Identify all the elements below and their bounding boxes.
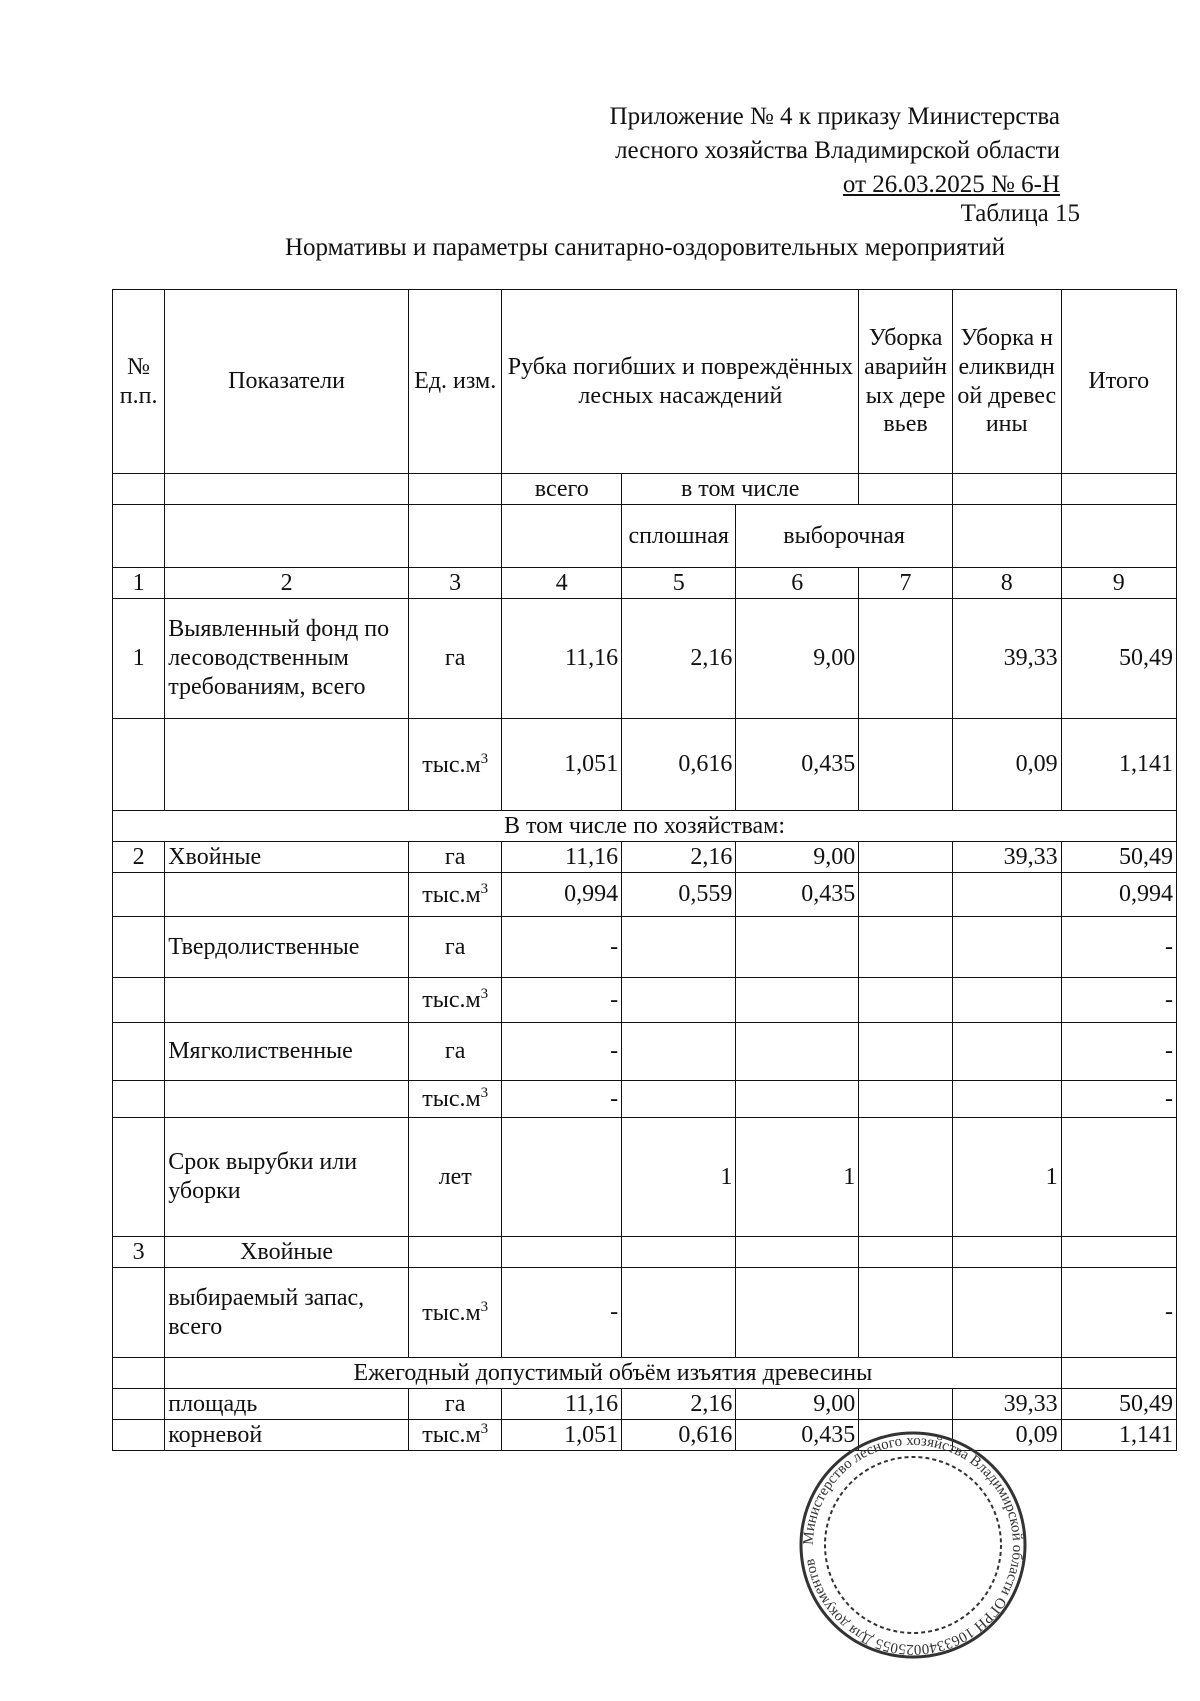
indicator-name: Хвойные — [165, 1237, 409, 1268]
unit-cell — [408, 842, 502, 873]
value-cell — [859, 978, 953, 1023]
header-unit: Ед. изм. — [408, 290, 502, 474]
unit-label: га — [444, 1390, 466, 1417]
unit-cell — [408, 978, 502, 1023]
table-cell — [113, 1358, 165, 1389]
unit-exponent: 3 — [480, 1298, 489, 1315]
row-number — [113, 1118, 165, 1237]
value-cell — [736, 1023, 859, 1081]
value-cell — [502, 1118, 622, 1237]
value-cell: - — [1061, 1023, 1176, 1081]
indicator-name: Мягколиственные — [165, 1023, 409, 1081]
unit-cell — [408, 873, 502, 917]
value-cell: 50,49 — [1061, 842, 1176, 873]
column-number: 1 — [113, 568, 165, 599]
table-row — [113, 1081, 1177, 1118]
value-cell — [952, 1023, 1061, 1081]
unit-label: тыс.м — [422, 987, 481, 1014]
stamp-inner-ring — [825, 1457, 1001, 1633]
value-cell — [859, 1268, 953, 1358]
value-cell: - — [1061, 1268, 1176, 1358]
row-number — [113, 1023, 165, 1081]
value-cell: 9,00 — [736, 599, 859, 719]
stamp-lettering: Министерство лесного хозяйства Владимирской области ОГРН 1063340025055 Для документов — [800, 1432, 1026, 1658]
indicator-name — [165, 873, 409, 917]
value-cell: - — [502, 917, 622, 978]
unit-cell — [408, 1268, 502, 1358]
row-number — [113, 1420, 165, 1451]
value-cell: 2,16 — [622, 842, 736, 873]
value-cell — [622, 917, 736, 978]
indicator-name — [165, 719, 409, 811]
value-cell — [622, 978, 736, 1023]
value-cell — [859, 917, 953, 978]
value-cell: 1,141 — [1061, 719, 1176, 811]
indicator-name: Хвойные — [165, 842, 409, 873]
table-row — [113, 719, 1177, 811]
value-cell — [952, 1268, 1061, 1358]
unit-label: тыс.м — [422, 1299, 481, 1326]
value-cell — [859, 1237, 953, 1268]
column-number: 8 — [952, 568, 1061, 599]
column-number: 2 — [165, 568, 409, 599]
value-cell: 1 — [622, 1118, 736, 1237]
row-number — [113, 873, 165, 917]
indicator-name: Твердолиственные — [165, 917, 409, 978]
value-cell: - — [502, 1023, 622, 1081]
row-number — [113, 1389, 165, 1420]
table-row — [113, 978, 1177, 1023]
value-cell — [736, 1081, 859, 1118]
value-cell: 1,051 — [502, 719, 622, 811]
column-number: 6 — [736, 568, 859, 599]
unit-cell — [408, 1081, 502, 1118]
unit-label: тыс.м — [422, 881, 481, 908]
section-row — [113, 811, 1177, 842]
row-number — [113, 1268, 165, 1358]
value-cell — [736, 1268, 859, 1358]
value-cell: - — [502, 978, 622, 1023]
value-cell: 0,616 — [622, 719, 736, 811]
value-cell — [859, 1023, 953, 1081]
value-cell — [952, 978, 1061, 1023]
unit-label: га — [444, 933, 466, 960]
unit-cell — [408, 917, 502, 978]
table-row — [113, 1023, 1177, 1081]
value-cell: 50,49 — [1061, 1389, 1176, 1420]
value-cell: 1 — [736, 1118, 859, 1237]
unit-label: тыс.м — [422, 751, 481, 778]
table-row — [113, 599, 1177, 719]
unit-exponent: 3 — [480, 880, 489, 897]
unit-label: га — [444, 843, 466, 870]
header-indicator: Показатели — [165, 290, 409, 474]
value-cell — [622, 1237, 736, 1268]
unit-label: тыс.м — [422, 1422, 481, 1449]
value-cell — [1061, 1118, 1176, 1237]
value-cell: 0,994 — [1061, 873, 1176, 917]
value-cell: 2,16 — [622, 599, 736, 719]
value-cell: 0,994 — [502, 873, 622, 917]
header-total: Итого — [1061, 290, 1176, 474]
value-cell — [952, 873, 1061, 917]
row-number: 1 — [113, 599, 165, 719]
value-cell — [859, 1081, 953, 1118]
header-selective: выборочная — [736, 505, 953, 568]
column-number: 9 — [1061, 568, 1176, 599]
value-cell: 1,141 — [1061, 1420, 1176, 1451]
value-cell: 0,09 — [952, 1420, 1061, 1451]
value-cell: - — [1061, 978, 1176, 1023]
value-cell: 0,559 — [622, 873, 736, 917]
value-cell: - — [502, 1268, 622, 1358]
value-cell — [859, 873, 953, 917]
stamp-outer-ring — [801, 1433, 1025, 1657]
value-cell: 50,49 — [1061, 599, 1176, 719]
value-cell — [736, 917, 859, 978]
value-cell — [952, 1237, 1061, 1268]
header-num: № п.п. — [113, 290, 165, 474]
row-number — [113, 1081, 165, 1118]
value-cell — [952, 917, 1061, 978]
row-number — [113, 719, 165, 811]
indicator-name: площадь — [165, 1389, 409, 1420]
value-cell — [502, 1237, 622, 1268]
row-number — [113, 978, 165, 1023]
value-cell — [622, 1023, 736, 1081]
column-number: 4 — [502, 568, 622, 599]
column-number: 5 — [622, 568, 736, 599]
value-cell — [622, 1081, 736, 1118]
unit-label: тыс.м — [422, 1086, 481, 1113]
value-cell — [859, 599, 953, 719]
value-cell: 11,16 — [502, 599, 622, 719]
value-cell: 39,33 — [952, 599, 1061, 719]
column-number: 7 — [859, 568, 953, 599]
row-number: 3 — [113, 1237, 165, 1268]
value-cell: 2,16 — [622, 1389, 736, 1420]
appendix-order-date: от 26.03.2025 № 6-Н — [842, 171, 1060, 198]
appendix-line-1: Приложение № 4 к приказу Министерства — [609, 103, 1060, 130]
value-cell: 0,616 — [622, 1420, 736, 1451]
column-number: 3 — [408, 568, 502, 599]
header-clear: сплошная — [622, 505, 736, 568]
value-cell — [859, 1389, 953, 1420]
value-cell — [859, 719, 953, 811]
value-cell — [736, 978, 859, 1023]
table-row — [113, 1420, 1177, 1451]
indicator-name — [165, 1081, 409, 1118]
indicator-name: выбираемый запас, всего — [165, 1268, 409, 1358]
value-cell: 0,435 — [736, 719, 859, 811]
unit-cell — [408, 599, 502, 719]
value-cell — [736, 1237, 859, 1268]
section-by-farms: В том числе по хозяйствам: — [113, 811, 1177, 842]
unit-cell — [408, 1389, 502, 1420]
value-cell — [859, 1420, 953, 1451]
value-cell — [622, 1268, 736, 1358]
unit-exponent: 3 — [480, 986, 489, 1003]
table-row — [113, 1268, 1177, 1358]
header-all: всего — [502, 474, 622, 505]
unit-exponent: 3 — [480, 1085, 489, 1102]
table-row — [113, 1237, 1177, 1268]
unit-label: лет — [438, 1163, 472, 1190]
header-emergency: Уборка аварийных деревьев — [859, 290, 953, 474]
table-row — [113, 1389, 1177, 1420]
value-cell: 1 — [952, 1118, 1061, 1237]
unit-cell — [408, 1420, 502, 1451]
value-cell — [1061, 1237, 1176, 1268]
value-cell: 9,00 — [736, 1389, 859, 1420]
table-row — [113, 842, 1177, 873]
value-cell: - — [1061, 1081, 1176, 1118]
table-row — [113, 1118, 1177, 1237]
row-number: 2 — [113, 842, 165, 873]
section-row — [113, 1358, 1177, 1389]
value-cell: 39,33 — [952, 842, 1061, 873]
value-cell: 11,16 — [502, 842, 622, 873]
indicator-name — [165, 978, 409, 1023]
value-cell: 0,435 — [736, 873, 859, 917]
unit-label: га — [444, 645, 466, 672]
value-cell — [859, 842, 953, 873]
table-number: Таблица 15 — [960, 200, 1080, 227]
table-row — [113, 917, 1177, 978]
row-number — [113, 917, 165, 978]
appendix-header — [610, 100, 1060, 202]
header-including: в том числе — [622, 474, 859, 505]
table-row — [113, 873, 1177, 917]
header-felling: Рубка погибших и повреждённых лесных насаждений — [502, 290, 859, 474]
value-cell: - — [502, 1081, 622, 1118]
header-illiquid: Уборка неликвидной древесины — [952, 290, 1061, 474]
table-cell — [1061, 1358, 1176, 1389]
value-cell: 0,435 — [736, 1420, 859, 1451]
value-cell: 11,16 — [502, 1389, 622, 1420]
value-cell — [952, 1081, 1061, 1118]
indicator-name: корневой — [165, 1420, 409, 1451]
value-cell — [859, 1118, 953, 1237]
value-cell: 0,09 — [952, 719, 1061, 811]
appendix-line-2: лесного хозяйства Владимирской области — [615, 137, 1060, 164]
value-cell: 1,051 — [502, 1420, 622, 1451]
unit-cell — [408, 1118, 502, 1237]
official-stamp — [793, 1425, 1033, 1665]
unit-cell — [408, 1023, 502, 1081]
unit-exponent: 3 — [480, 1421, 489, 1438]
section-annual-volume: Ежегодный допустимый объём изъятия древесины — [165, 1358, 1061, 1389]
value-cell: - — [1061, 917, 1176, 978]
unit-cell — [408, 1237, 502, 1268]
unit-label: га — [444, 1038, 466, 1065]
value-cell: 9,00 — [736, 842, 859, 873]
unit-exponent: 3 — [480, 750, 489, 767]
unit-cell — [408, 719, 502, 811]
norms-table — [112, 289, 1177, 1451]
document-title: Нормативы и параметры санитарно-оздоровительных мероприятий — [284, 234, 1006, 261]
value-cell: 39,33 — [952, 1389, 1061, 1420]
indicator-name: Срок вырубки или уборки — [165, 1118, 409, 1237]
indicator-name: Выявленный фонд по лесоводственным требованиям, всего — [165, 599, 409, 719]
